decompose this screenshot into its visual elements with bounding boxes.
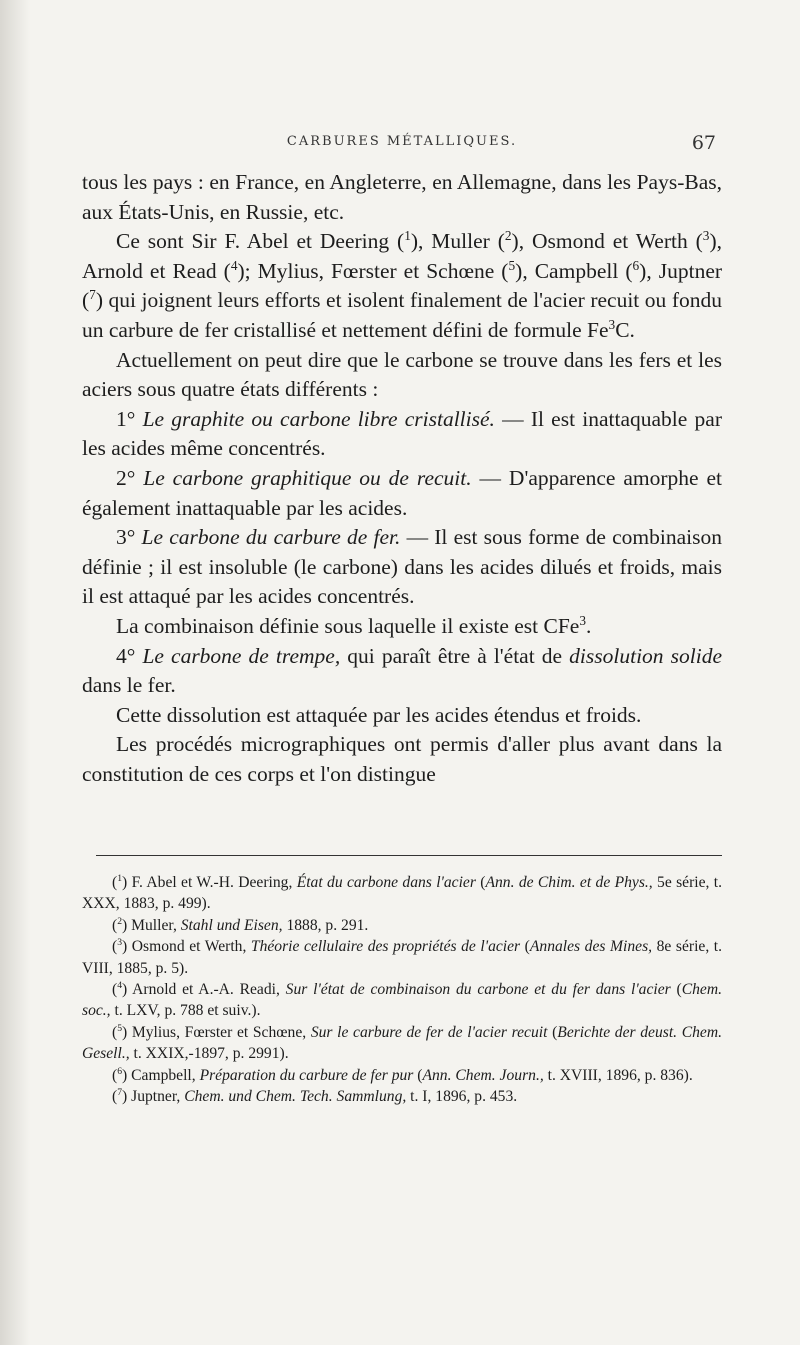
paragraph-dissolution: Cette dissolution est attaquée par les acides étendus et froids. (116, 702, 642, 727)
item-4: 4° Le carbone de trempe, qui paraît être à l'état de dissolution solide dans le fer. (82, 643, 722, 698)
item-3: 3° Le carbone du carbure de fer. — Il est sous forme de combinaison définie ; il est insoluble (le carbone) dans les acides dilués et froids, mais il est attaqué par les acides concentrés. (82, 525, 722, 609)
paragraph-1: tous les pays : en France, en Angleterre, en Allemagne, dans les Pays-Bas, aux États-Unis, en Russie, etc. (82, 170, 722, 224)
footnote-ref-1: 1 (404, 228, 411, 244)
running-title: CARBURES MÉTALLIQUES. (286, 134, 518, 149)
footnote-7: ($^7$) Juptner, Chem. und Chem. Tech. Sammlung, t. I, 1896, p. 453. (112, 1086, 518, 1106)
item-2: 2° Le carbone graphitique ou de recuit. — D'apparence amorphe et également inattaquable par les acides. (82, 465, 722, 520)
footnote-ref-2: 2 (504, 228, 512, 244)
footnote-4: ($^4$) Arnold et A.-A. Readi, Sur l'état de combinaison du carbone et du fer dans l'acier (Chem. soc., t. LXV, p. 788 et suiv.). (82, 979, 722, 1020)
paragraph-micrographic: Les procédés micrographiques ont permis d'aller plus avant dans la constitution de ces corps et l'on distingue (82, 732, 722, 786)
item-4-italic: dissolution solide (569, 643, 722, 668)
item-1: 1° Le graphite ou carbone libre cristallisé. — Il est inattaquable par les acides même concentrés. (82, 406, 722, 461)
footnote-ref-5: 5 (508, 257, 516, 273)
footnote-ref-4: 4 (230, 257, 238, 273)
item-2-title: Le carbone graphitique ou de recuit. (143, 465, 472, 490)
footnote-divider (96, 855, 722, 856)
footnote-5: ($^5$) Mylius, Fœrster et Schœne, Sur le carbure de fer de l'acier recuit (Berichte der deust. Chem. Gesell., t. XXIX,-1897, p. 2991). (82, 1022, 722, 1063)
footnote-3: ($^3$) Osmond et Werth, Théorie cellulaire des propriétés de l'acier (Annales des Mines, 8e série, t. VIII, 1885, p. 5). (82, 937, 723, 977)
main-text (82, 168, 722, 789)
page-shadow-edge (0, 0, 30, 1345)
footnote-ref-3: 3 (702, 228, 710, 244)
footnote-ref-6: 6 (632, 257, 640, 273)
footnote-2: ($^2$) Muller, Stahl und Eisen, 1888, p. 291. (112, 915, 369, 934)
footnotes (82, 872, 722, 1107)
page-number: 67 (691, 132, 716, 154)
item-3-title: Le carbone du carbure de fer. (141, 525, 401, 550)
footnote-1: ($^1$) F. Abel et W.-H. Deering, État du carbone dans l'acier (Ann. de Chim. et de Phys., 5e série, t. XXX, 1883, p. 499). (82, 872, 722, 913)
paragraph-2: Ce sont Sir F. Abel et Deering ($^1$), Muller ($^2$), Osmond et Werth ($^3$), Arnold et Read ($^4$); Mylius, Fœrster et Schœne ($^5$), Campbell ($^6$), Juptner ($^7$) qui joignent leurs efforts et isolent finalement de l'acier recuit ou fondu un carbure de fer cristallisé et nettement défini de formule Fe$^3$C. (82, 228, 723, 342)
footnote-6: ($^6$) Campbell, Préparation du carbure de fer pur (Ann. Chem. Journ., t. XVIII, 1896, p. 836). (112, 1065, 693, 1084)
page-header (82, 134, 722, 156)
paragraph-combination: La combinaison définie sous laquelle il existe est CFe$^3$. (116, 612, 592, 638)
formula-superscript: 3 (608, 316, 616, 332)
item-1-title: Le graphite ou carbone libre cristallisé. (142, 406, 495, 431)
footnote-ref-7: 7 (89, 287, 96, 303)
formula-superscript: 3 (579, 612, 587, 628)
paragraph-3: Actuellement on peut dire que le carbone se trouve dans les fers et les aciers sous quatre états différents : (82, 347, 722, 402)
item-4-title: Le carbone de trempe, (142, 643, 341, 668)
